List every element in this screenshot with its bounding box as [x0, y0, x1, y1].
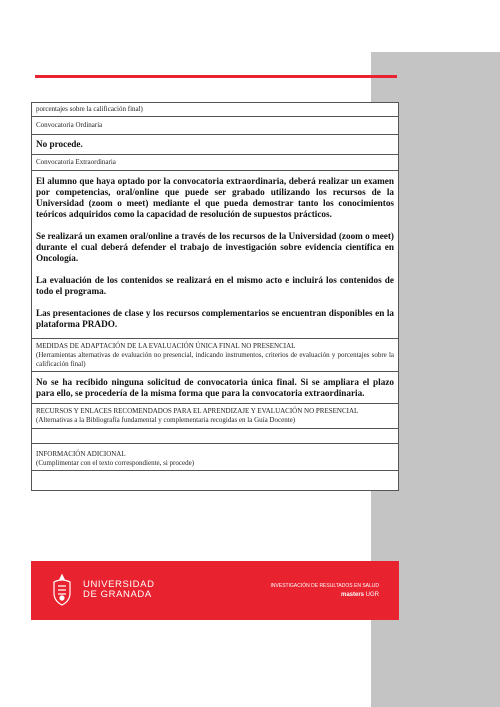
section-note: (Cumplimentar con el texto correspondiente, si procede) — [36, 459, 195, 467]
table-row — [32, 471, 398, 490]
paragraph: La evaluación de los contenidos se realizará en el mismo acto e incluirá los contenidos de todo el programa. — [36, 275, 394, 296]
footer-banner — [31, 561, 399, 620]
section-heading: RECURSOS Y ENLACES RECOMENDADOS PARA EL APRENDIZAJE Y EVALUACIÓN NO PRESENCIAL — [36, 407, 359, 415]
table-row: porcentajes sobre la calificación final) — [32, 103, 398, 117]
table-row — [32, 339, 398, 372]
table-row: Convocatoria Ordinaria — [32, 117, 398, 135]
table-row — [32, 404, 398, 429]
paragraph: No procede. — [36, 139, 83, 149]
university-seal-icon — [49, 573, 75, 607]
program-label — [271, 582, 379, 600]
evaluation-table — [31, 102, 399, 344]
section-note: (Herramientas alternativas de evaluación no presencial, indicando instrumentos, criterios de evaluación y porcentajes sobre la calificación final) — [36, 351, 394, 368]
section-heading: INFORMACIÓN ADICIONAL — [36, 450, 126, 458]
program-name: INVESTIGACIÓN DE RESULTADOS EN SALUD — [270, 583, 379, 589]
table-row — [32, 135, 398, 155]
table-row — [32, 171, 398, 343]
table-row: Convocatoria Extraordinaria — [32, 155, 398, 171]
header-rule — [35, 75, 397, 78]
brand-bold: masters — [340, 592, 364, 598]
section-note: (Alternativas a la Bibliografía fundamental y complementaria recogidas en la Guía Docente) — [36, 416, 296, 424]
table-row — [32, 444, 398, 471]
paragraph: El alumno que haya optado por la convocatoria extraordinaria, deberá realizar un examen por competencias, oral/online que puede ser grabado utilizando los recursos de la Universidad (zoom o meet) mediante el que pueda demostrar tanto los conocimientos teóricos adquiridos como la capacidad de resolución de supuestos prácticos. — [36, 176, 394, 219]
paragraph: Las presentaciones de clase y los recursos complementarios se encuentran disponibles en la plataforma PRADO. — [36, 308, 394, 329]
brand-mark — [271, 591, 379, 600]
table-row: No se ha recibido ninguna solicitud de convocatoria única final. Si se ampliara el plazo para ello, se procedería de la misma forma que para la convocatoria extraordinaria. — [32, 372, 398, 404]
brand-light: UGR — [364, 592, 379, 598]
section-heading: MEDIDAS DE ADAPTACIÓN DE LA EVALUACIÓN ÚNICA FINAL NO PRESENCIAL — [36, 342, 296, 350]
paragraph: Se realizará un examen oral/online a través de los recursos de la Universidad (zoom o meet) durante el cual deberá defender el trabajo de investigación sobre evidencia científica en Oncología. — [36, 231, 394, 263]
university-name-line: DE GRANADA — [83, 589, 152, 600]
adaptation-table — [31, 338, 399, 491]
table-row — [32, 429, 398, 444]
university-name-line: UNIVERSIDAD — [83, 579, 155, 590]
university-name — [83, 580, 155, 600]
